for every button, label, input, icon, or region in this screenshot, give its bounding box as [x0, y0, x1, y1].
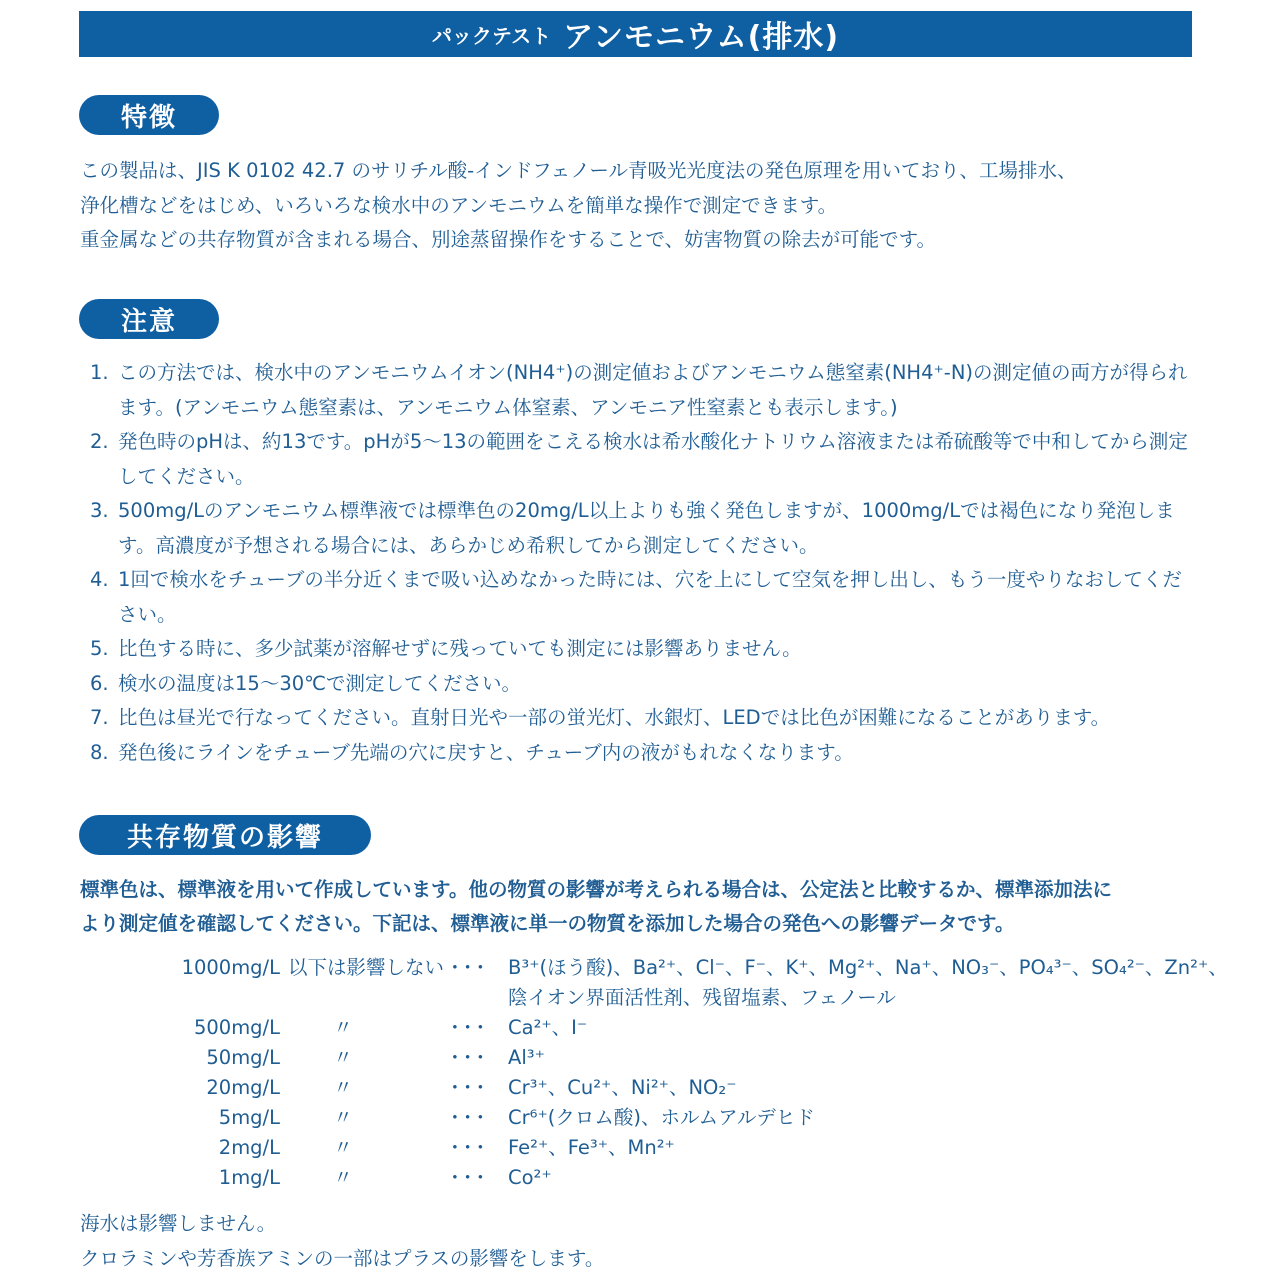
caution-text: 500mg/Lのアンモニウム標準液では標準色の20mg/L以上よりも強く発色しますが、1000mg/Lでは褐色になり発泡します。高濃度が予想される場合には、あらかじめ希釈してから測定してください。: [118, 499, 1175, 557]
interference-intro: [80, 873, 1200, 941]
concentration: 20mg/L: [206, 1076, 280, 1099]
substances: Cr³⁺、Cu²⁺、Ni²⁺、NO₂⁻: [508, 1076, 737, 1099]
caution-item: [90, 667, 1200, 702]
caution-number: 3.: [90, 499, 109, 522]
product-name: アンモニウム(排水): [563, 20, 840, 55]
leader-dots: ･･･: [450, 1046, 489, 1069]
caution-text: 発色後にラインをチューブ先端の穴に戻すと、チューブ内の液がもれなくなります。: [118, 740, 854, 764]
caution-item: [90, 425, 1200, 494]
title-banner: [79, 11, 1192, 57]
leader-dots: ･･･: [450, 1106, 489, 1129]
caution-item: [90, 736, 1200, 771]
features-line: 浄化槽などをはじめ、いろいろな検水中のアンモニウムを簡単な操作で測定できます。: [80, 193, 838, 217]
table-row: [170, 1073, 1228, 1103]
features-line: 重金属などの共存物質が含まれる場合、別途蒸留操作をすることで、妨害物質の除去が可能です。: [80, 228, 937, 251]
substances: Al³⁺: [508, 1046, 545, 1069]
section-heading-interference: 共存物質の影響: [79, 815, 371, 855]
substances: Cr⁶⁺(クロム酸)、ホルムアルデヒド: [508, 1106, 815, 1129]
table-row: [170, 1163, 1228, 1193]
caution-number: 6.: [90, 671, 109, 695]
substances: Fe²⁺、Fe³⁺、Mn²⁺: [508, 1136, 675, 1159]
table-row: [170, 1103, 1228, 1133]
substances: Ca²⁺、I⁻: [508, 1016, 588, 1039]
interference-intro-line: より測定値を確認してください。下記は、標準液に単一の物質を添加した場合の発色への影響データです。: [80, 912, 1015, 935]
section-heading-features: 特徴: [79, 95, 219, 135]
leader-dots: ･･･: [450, 1076, 489, 1099]
ditto-mark: 〃: [333, 1016, 353, 1039]
caution-text: この方法では、検水中のアンモニウムイオン(NH4⁺)の測定値およびアンモニウム態窒素(NH4⁺-N)の測定値の両方が得られます。(アンモニウム態窒素は、アンモニウム体窒素、アンモニア性窒素とも表示します。): [118, 361, 1188, 419]
caution-item: [90, 494, 1200, 563]
caution-number: 8.: [90, 740, 109, 764]
leader-dots: ･･･: [450, 956, 489, 979]
concentration: 5mg/L: [218, 1106, 280, 1129]
table-row: [170, 1133, 1228, 1163]
concentration: 2mg/L: [218, 1136, 280, 1159]
caution-number: 1.: [90, 361, 109, 384]
caution-number: 2.: [90, 430, 109, 453]
ditto-mark: 〃: [333, 1166, 353, 1189]
caution-item: [90, 356, 1200, 425]
interference-intro-line: 標準色は、標準液を用いて作成しています。他の物質の影響が考えられる場合は、公定法と比較するか、標準添加法に: [80, 878, 1112, 901]
table-row: [170, 1013, 1228, 1043]
ditto-mark: 〃: [333, 1076, 353, 1099]
interference-footer: [80, 1207, 604, 1276]
table-row: [170, 1043, 1228, 1073]
concentration: 1mg/L: [218, 1166, 280, 1189]
leader-dots: ･･･: [450, 1166, 489, 1189]
product-prefix: パックテスト: [431, 23, 552, 48]
ditto-mark: 〃: [333, 1106, 353, 1129]
effect-note: 以下は影響しない: [288, 956, 445, 979]
features-text: [80, 154, 1200, 258]
caution-number: 7.: [90, 706, 109, 729]
caution-text: 1回で検水をチューブの半分近くまで吸い込めなかった時には、穴を上にして空気を押し出し、もう一度やりなおしてください。: [118, 568, 1182, 626]
leader-dots: ･･･: [450, 1016, 489, 1039]
caution-item: [90, 701, 1200, 736]
caution-item: [90, 632, 1200, 667]
interference-table: [170, 953, 1228, 1193]
leader-dots: ･･･: [450, 1136, 489, 1159]
concentration: 1000mg/L: [181, 956, 280, 979]
footer-line: クロラミンや芳香族アミンの一部はプラスの影響をします。: [80, 1246, 605, 1270]
concentration: 500mg/L: [193, 1016, 280, 1039]
caution-number: 4.: [90, 568, 109, 591]
substances-line: 陰イオン界面活性剤、残留塩素、フェノール: [508, 986, 896, 1009]
ditto-mark: 〃: [333, 1136, 353, 1159]
caution-text: 比色する時に、多少試薬が溶解せずに残っていても測定には影響ありません。: [118, 637, 802, 660]
caution-number: 5.: [90, 637, 109, 660]
caution-text: 検水の温度は15～30℃で測定してください。: [118, 671, 522, 695]
substances: Co²⁺: [508, 1166, 552, 1189]
section-heading-cautions: 注意: [79, 299, 219, 339]
substances-line: B³⁺(ほう酸)、Ba²⁺、Cl⁻、F⁻、K⁺、Mg²⁺、Na⁺、NO₃⁻、PO₄³⁻、SO₄²⁻、Zn²⁺、: [508, 956, 1228, 979]
caution-text: 比色は昼光で行なってください。直射日光や一部の蛍光灯、水銀灯、LEDでは比色が困難になることがあります。: [118, 706, 1111, 729]
caution-item: [90, 563, 1200, 632]
features-line: この製品は、JIS K 0102 42.7 のサリチル酸-インドフェノール青吸光光度法の発色原理を用いており、工場排水、: [80, 159, 1077, 182]
caution-text: 発色時のpHは、約13です。pHが5～13の範囲をこえる検水は希水酸化ナトリウム溶液または希硫酸等で中和してから測定してください。: [118, 430, 1188, 488]
substances: [508, 953, 1228, 1013]
table-row: [170, 953, 1228, 1013]
ditto-mark: 〃: [333, 1046, 353, 1069]
concentration: 50mg/L: [206, 1046, 280, 1069]
caution-list: [90, 356, 1200, 770]
footer-line: 海水は影響しません。: [80, 1212, 277, 1235]
